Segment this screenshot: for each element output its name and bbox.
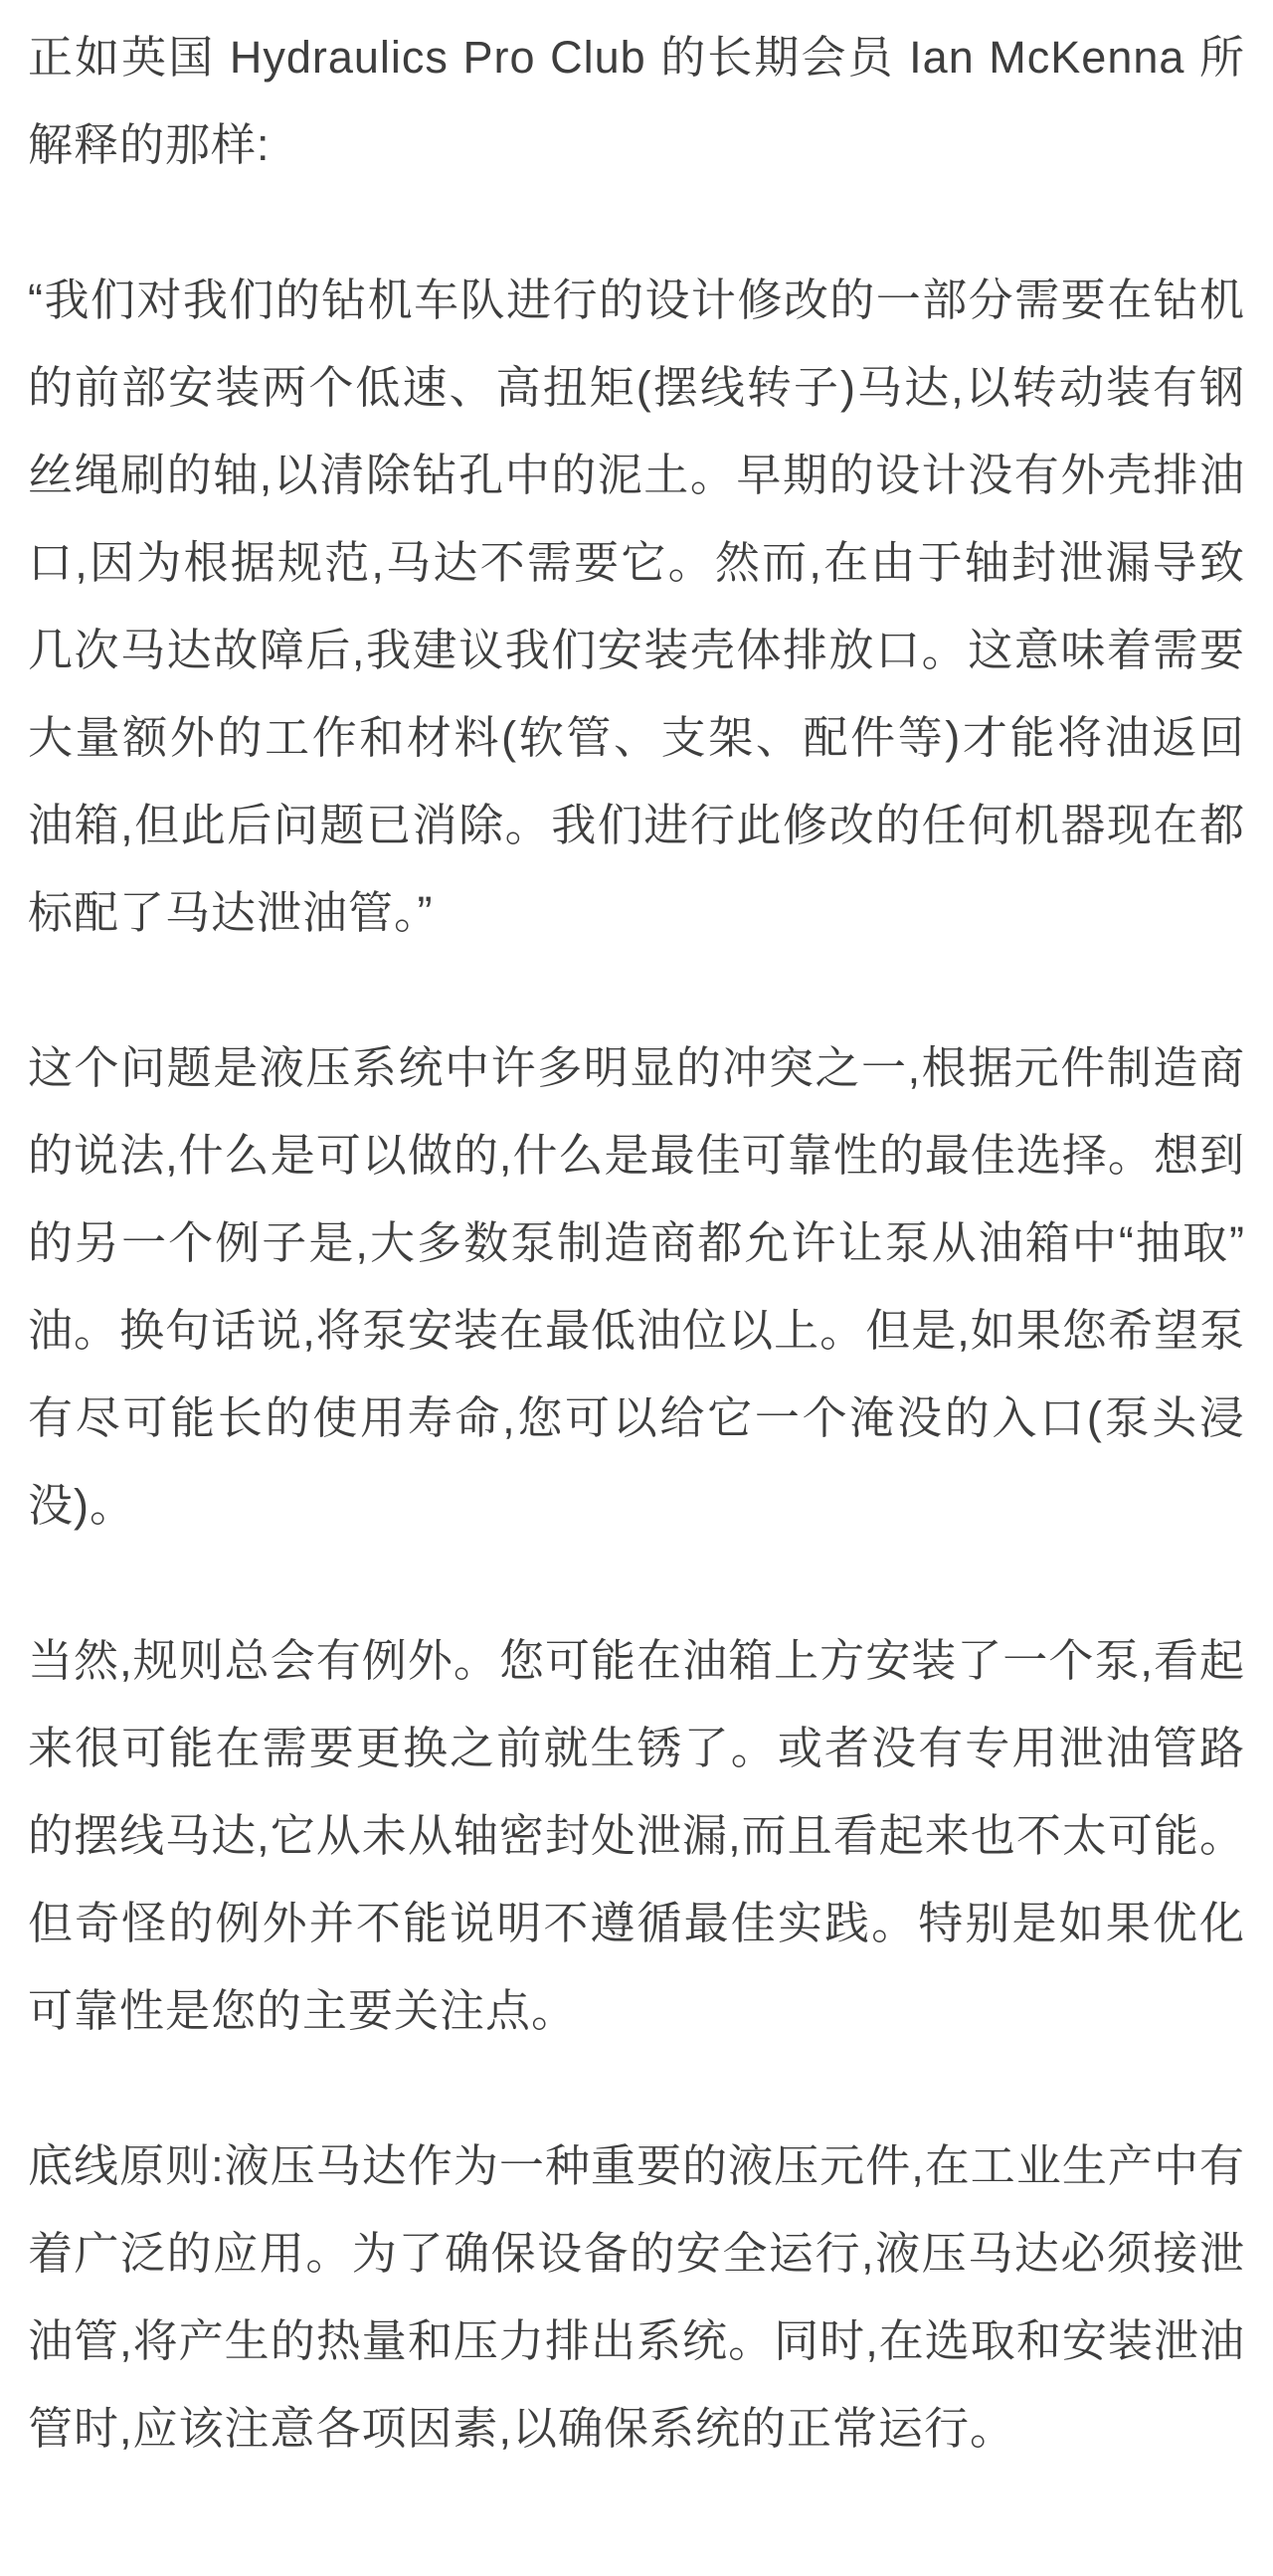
paragraph-conflict: 这个问题是液压系统中许多明显的冲突之一,根据元件制造商的说法,什么是可以做的,什么是最佳可靠性的最佳选择。想到的另一个例子是,大多数泵制造商都允许让泵从油箱中“抽取”油。换句话说,将泵安装在最低油位以上。但是,如果您希望泵有尽可能长的使用寿命,您可以给它一个淹没的入口(泵头浸没)。 bbox=[28, 1042, 1245, 1531]
paragraph-intro: 正如英国 Hydraulics Pro Club 的长期会员 Ian McKenna 所解释的那样: bbox=[28, 32, 1245, 170]
paragraph-quote: “我们对我们的钻机车队进行的设计修改的一部分需要在钻机的前部安装两个低速、高扭矩(摆线转子)马达,以转动装有钢丝绳刷的轴,以清除钻孔中的泥土。早期的设计没有外壳排油口,因为根据规范,马达不需要它。然而,在由于轴封泄漏导致几次马达故障后,我建议我们安装壳体排放口。这意味着需要大量额外的工作和材料(软管、支架、配件等)才能将油返回油箱,但此后问题已消除。我们进行此修改的任何机器现在都标配了马达泄油管。” bbox=[28, 275, 1245, 938]
paragraph-exceptions: 当然,规则总会有例外。您可能在油箱上方安装了一个泵,看起来很可能在需要更换之前就生锈了。或者没有专用泄油管路的摆线马达,它从未从轴密封处泄漏,而且看起来也不太可能。但奇怪的例外并不能说明不遵循最佳实践。特别是如果优化可靠性是您的主要关注点。 bbox=[28, 1635, 1245, 2036]
paragraph-bottom-line: 底线原则:液压马达作为一种重要的液压元件,在工业生产中有着广泛的应用。为了确保设备的安全运行,液压马达必须接泄油管,将产生的热量和压力排出系统。同时,在选取和安装泄油管时,应该注意各项因素,以确保系统的正常运行。 bbox=[28, 2140, 1245, 2454]
